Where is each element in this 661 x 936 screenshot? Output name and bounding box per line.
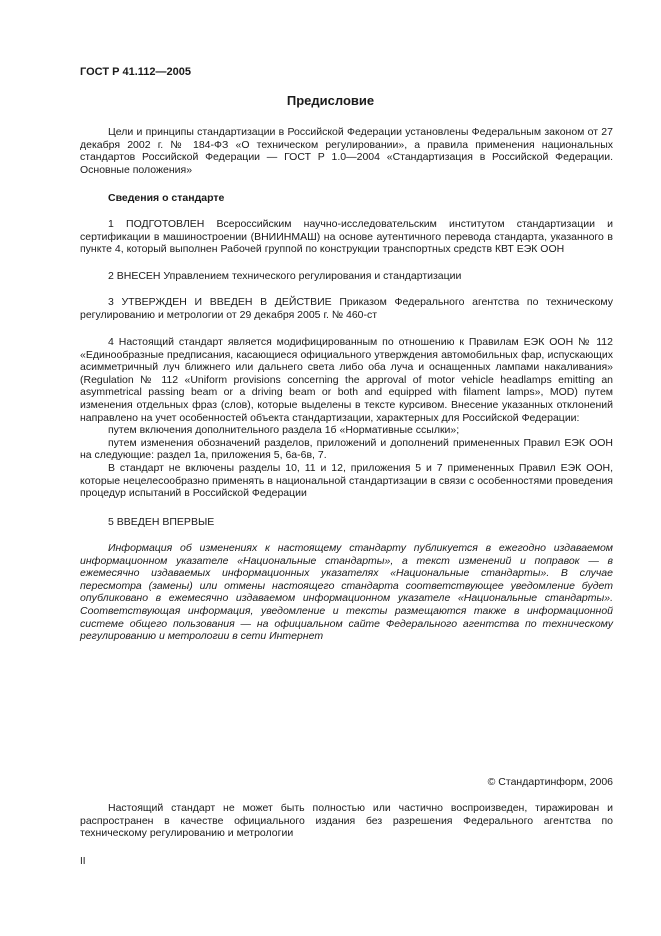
item-4-exclusions: В стандарт не включены разделы 10, 11 и 12, приложения 5 и 7 примененных Правил ЕЭК ООН, которые нецелесообразно применять в национальной стандартизации в связи с особенностями проведения процедур испытаний в Российской Федерации xyxy=(80,461,613,500)
document-header: ГОСТ Р 41.112—2005 xyxy=(80,66,191,78)
item-4-addition-2: путем изменения обозначений разделов, приложений и дополнений примененных Правил ЕЭК ООН на следующие: раздел 1а, приложения 5, 6а-6в, 7. xyxy=(80,436,613,462)
item-5 xyxy=(80,516,613,529)
item-3 xyxy=(80,296,613,321)
item-2-text: 2 ВНЕСЕН Управлением технического регулирования и стандартизации xyxy=(108,270,462,282)
intro-paragraph xyxy=(80,126,613,176)
item-4-addition-1: путем включения дополнительного раздела 1б «Нормативные ссылки»; xyxy=(108,424,460,437)
reproduction-notice-text: Настоящий стандарт не может быть полностью или частично воспроизведен, тиражирован и распространен в качестве официального издания без разрешения Федерального агентства по техническому регулированию и метрологии xyxy=(80,802,613,840)
section-heading-text: Сведения о стандарте xyxy=(108,192,225,204)
item-5-text: 5 ВВЕДЕН ВПЕРВЫЕ xyxy=(108,516,215,528)
item-1 xyxy=(80,218,613,256)
page-title: Предисловие xyxy=(286,93,375,108)
item-2 xyxy=(80,270,613,283)
reproduction-notice xyxy=(80,802,613,840)
section-heading xyxy=(80,192,613,205)
item-1-text: 1 ПОДГОТОВЛЕН Всероссийским научно-исследовательским институтом стандартизации и сертификации в машиностроении (ВНИИНМАШ) на основе аутентичного перевода стандарта, указанного в пункте 4, который выполнен Рабочей группой по конструкции транспортных средств КВТ ЕЭК ООН xyxy=(80,218,613,256)
info-notice xyxy=(80,542,613,643)
page-number: II xyxy=(80,856,86,867)
intro-text: Цели и принципы стандартизации в Российской Федерации установлены Федеральным законом от 27 декабря 2002 г. № 184-ФЗ «О техническом регулировании», а правила применения национальных стандартов Российской Федерации — ГОСТ Р 1.0—2004 «Стандартизация в Российской Федерации. Основные положения» xyxy=(80,126,613,176)
item-4-text: 4 Настоящий стандарт является модифицированным по отношению к Правилам ЕЭК ООН № 112 «Единообразные предписания, касающиеся официального утверждения автомобильных фар, испускающих асимметричный луч ближнего или дальнего света либо оба луча и оснащенных лампами накаливания» (Regulation № 112 «Uniform provisions concerning the approval of motor vehicle headlamps emitting an asymmetrical passing beam or a driving beam or both and equipped with filament lamps», MOD) путем изменения отдельных фраз (слов), которые выделены в тексте курсивом. Внесение указанных отклонений направлено на учет особенностей объекта стандартизации, характерных для Российской Федерации: xyxy=(80,336,613,424)
item-3-text: 3 УТВЕРЖДЕН И ВВЕДЕН В ДЕЙСТВИЕ Приказом Федерального агентства по техническому регулированию и метрологии от 29 декабря 2005 г. № 460-ст xyxy=(80,296,613,321)
info-notice-text: Информация об изменениях к настоящему стандарту публикуется в ежегодно издаваемом информационном указателе «Национальные стандарты», а текст изменений и поправок — в ежемесячно издаваемых информационных указателях «Национальные стандарты». В случае пересмотра (замены) или отмены настоящего стандарта соответствующее уведомление будет опубликовано в ежемесячно издаваемом информационном указателе «Национальные стандарты». Соответствующая информация, уведомление и тексты размещаются также в информационной системе общего пользования — на официальном сайте Федерального агентства по техническому регулированию и метрологии в сети Интернет xyxy=(80,542,613,643)
item-4 xyxy=(80,336,613,500)
copyright: © Стандартинформ, 2006 xyxy=(487,776,613,788)
